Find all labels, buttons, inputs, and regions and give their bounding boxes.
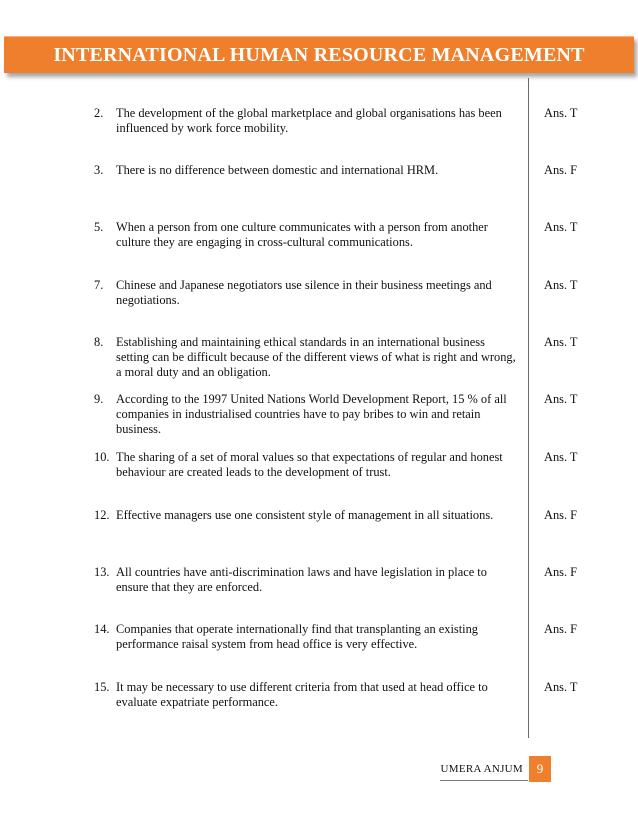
page-number: 9: [536, 761, 544, 776]
item-answer: Ans. F: [544, 508, 578, 522]
item-statement: The development of the global marketplace and global organisations has been influenced by work force mobility.: [116, 106, 502, 135]
item-statement: According to the 1997 United Nations World Development Report, 15 % of all companies in industrialised countries have to pay bribes to win and retain business.: [116, 392, 507, 436]
header-banner: [4, 36, 634, 73]
item-number: 2.: [94, 106, 104, 120]
item-answer: Ans. T: [544, 220, 578, 234]
item-number: 9.: [94, 392, 104, 406]
item-number: 13.: [94, 565, 110, 579]
item-number: 5.: [94, 220, 104, 234]
item-answer: Ans. T: [544, 335, 578, 349]
item-number: 3.: [94, 163, 104, 177]
item-answer: Ans. T: [544, 392, 578, 406]
item-statement: All countries have anti-discrimination laws and have legislation in place to ensure that they are enforced.: [116, 565, 487, 594]
item-number: 12.: [94, 508, 110, 522]
item-answer: Ans. F: [544, 622, 578, 636]
item-number: 7.: [94, 278, 104, 292]
item-statement: Establishing and maintaining ethical standards in an international business setting can be difficult because of the different views of what is right and wrong, a moral duty and an obligation.: [116, 335, 516, 379]
page-title: INTERNATIONAL HUMAN RESOURCE MANAGEMENT: [53, 43, 585, 66]
item-statement: Companies that operate internationally find that transplanting an existing performance raisal system from head office is very effective.: [116, 622, 478, 651]
item-number: 15.: [94, 680, 110, 694]
item-statement: Chinese and Japanese negotiators use silence in their business meetings and negotiations.: [116, 278, 492, 307]
item-statement: It may be necessary to use different criteria from that used at head office to evaluate expatriate performance.: [116, 680, 488, 709]
item-number: 10.: [94, 450, 110, 464]
item-answer: Ans. T: [544, 278, 578, 292]
item-statement: Effective managers use one consistent style of management in all situations.: [116, 508, 494, 522]
item-answer: Ans. F: [544, 163, 578, 177]
footer-author: UMERA ANJUM: [440, 763, 523, 775]
item-answer: Ans. T: [544, 450, 578, 464]
item-answer: Ans. T: [544, 106, 578, 120]
footer-divider: [440, 780, 528, 781]
item-answer: Ans. F: [544, 565, 578, 579]
column-divider: [528, 78, 529, 738]
item-statement: The sharing of a set of moral values so that expectations of regular and honest behaviour are created leads to the development of trust.: [116, 450, 503, 479]
item-answer: Ans. T: [544, 680, 578, 694]
item-statement: There is no difference between domestic and international HRM.: [116, 163, 439, 177]
item-number: 8.: [94, 335, 104, 349]
page-number-badge: [529, 756, 551, 782]
item-number: 14.: [94, 622, 110, 636]
item-statement: When a person from one culture communicates with a person from another culture they are engaging in cross-cultural communications.: [116, 220, 488, 249]
